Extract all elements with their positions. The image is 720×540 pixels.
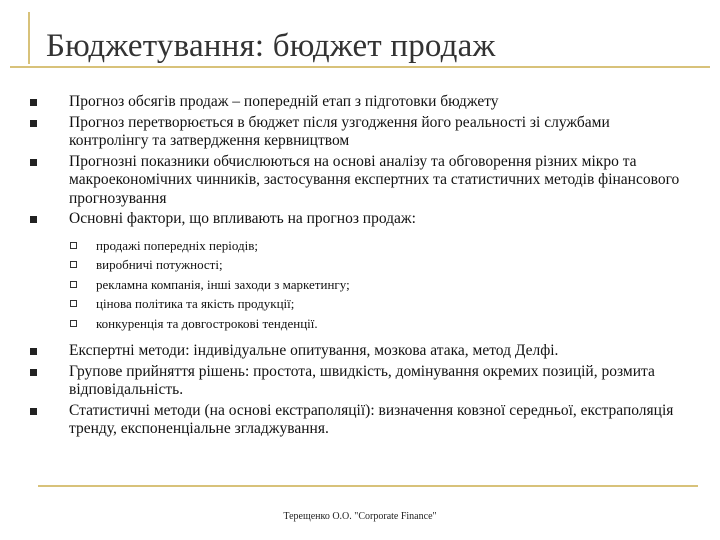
sub-bullet-text: рекламна компанія, інші заходи з маркетингу; — [96, 276, 350, 292]
hollow-square-bullet-icon — [70, 300, 77, 307]
filled-square-bullet-icon — [30, 159, 37, 166]
bullet-text: Прогноз обсягів продаж – попередній етап з підготовки бюджету — [69, 93, 499, 110]
bullet-item — [30, 93, 680, 112]
sub-bullet-item — [30, 275, 680, 295]
filled-square-bullet-icon — [30, 408, 37, 415]
sub-bullet-text: продажі попередніх періодів; — [96, 237, 258, 253]
bullet-text: Статистичні методи (на основі екстраполяції): визначення ковзної середньої, екстраполяція тренду, експоненціальне згладжування. — [69, 401, 674, 437]
sub-bullet-item — [30, 236, 680, 256]
slide-content — [30, 93, 680, 441]
bullet-item — [30, 210, 680, 229]
bullet-text: Групове прийняття рішень: простота, швидкість, домінування окремих позицій, розмита відповідальність. — [69, 362, 655, 398]
hollow-square-bullet-icon — [70, 281, 77, 288]
hollow-square-bullet-icon — [70, 242, 77, 249]
sub-bullet-text: конкуренція та довгострокові тенденції. — [96, 315, 318, 331]
bullet-text: Експертні методи: індивідуальне опитування, мозкова атака, метод Делфі. — [69, 342, 559, 359]
footer-divider-line — [38, 485, 698, 487]
sub-bullet-item — [30, 294, 680, 314]
bullet-item — [30, 153, 680, 209]
filled-square-bullet-icon — [30, 348, 37, 355]
sub-bullet-list — [30, 236, 680, 334]
filled-square-bullet-icon — [30, 120, 37, 127]
sub-bullet-text: цінова політика та якість продукції; — [96, 296, 295, 311]
bullet-text: Прогноз перетворюється в бюджет після узгодження його реальності зі службами контролінгу та затвердження кервництвом — [69, 113, 610, 149]
bullet-item — [30, 114, 680, 151]
filled-square-bullet-icon — [30, 216, 37, 223]
hollow-square-bullet-icon — [70, 320, 77, 327]
filled-square-bullet-icon — [30, 99, 37, 106]
bullet-item — [30, 342, 680, 361]
bullet-text: Основні фактори, що впливають на прогноз продаж: — [69, 210, 416, 227]
sub-bullet-text: виробничі потужності; — [96, 257, 223, 272]
bullet-item — [30, 402, 680, 439]
sub-bullet-item — [30, 255, 680, 275]
filled-square-bullet-icon — [30, 369, 37, 376]
hollow-square-bullet-icon — [70, 261, 77, 268]
slide-footer: Терещенко О.О. "Corporate Finance" — [283, 511, 437, 522]
title-frame-horizontal-line — [10, 66, 710, 68]
bullet-item — [30, 363, 680, 400]
sub-bullet-item — [30, 314, 680, 334]
slide-title: Бюджетування: бюджет продаж — [46, 28, 496, 64]
title-frame-vertical-line — [28, 12, 30, 64]
bullet-text: Прогнозні показники обчислюються на основі аналізу та обговорення різних мікро та макроекономічних чинників, застосування експертних та статистичних методів фінансового прогнозування — [69, 152, 680, 207]
